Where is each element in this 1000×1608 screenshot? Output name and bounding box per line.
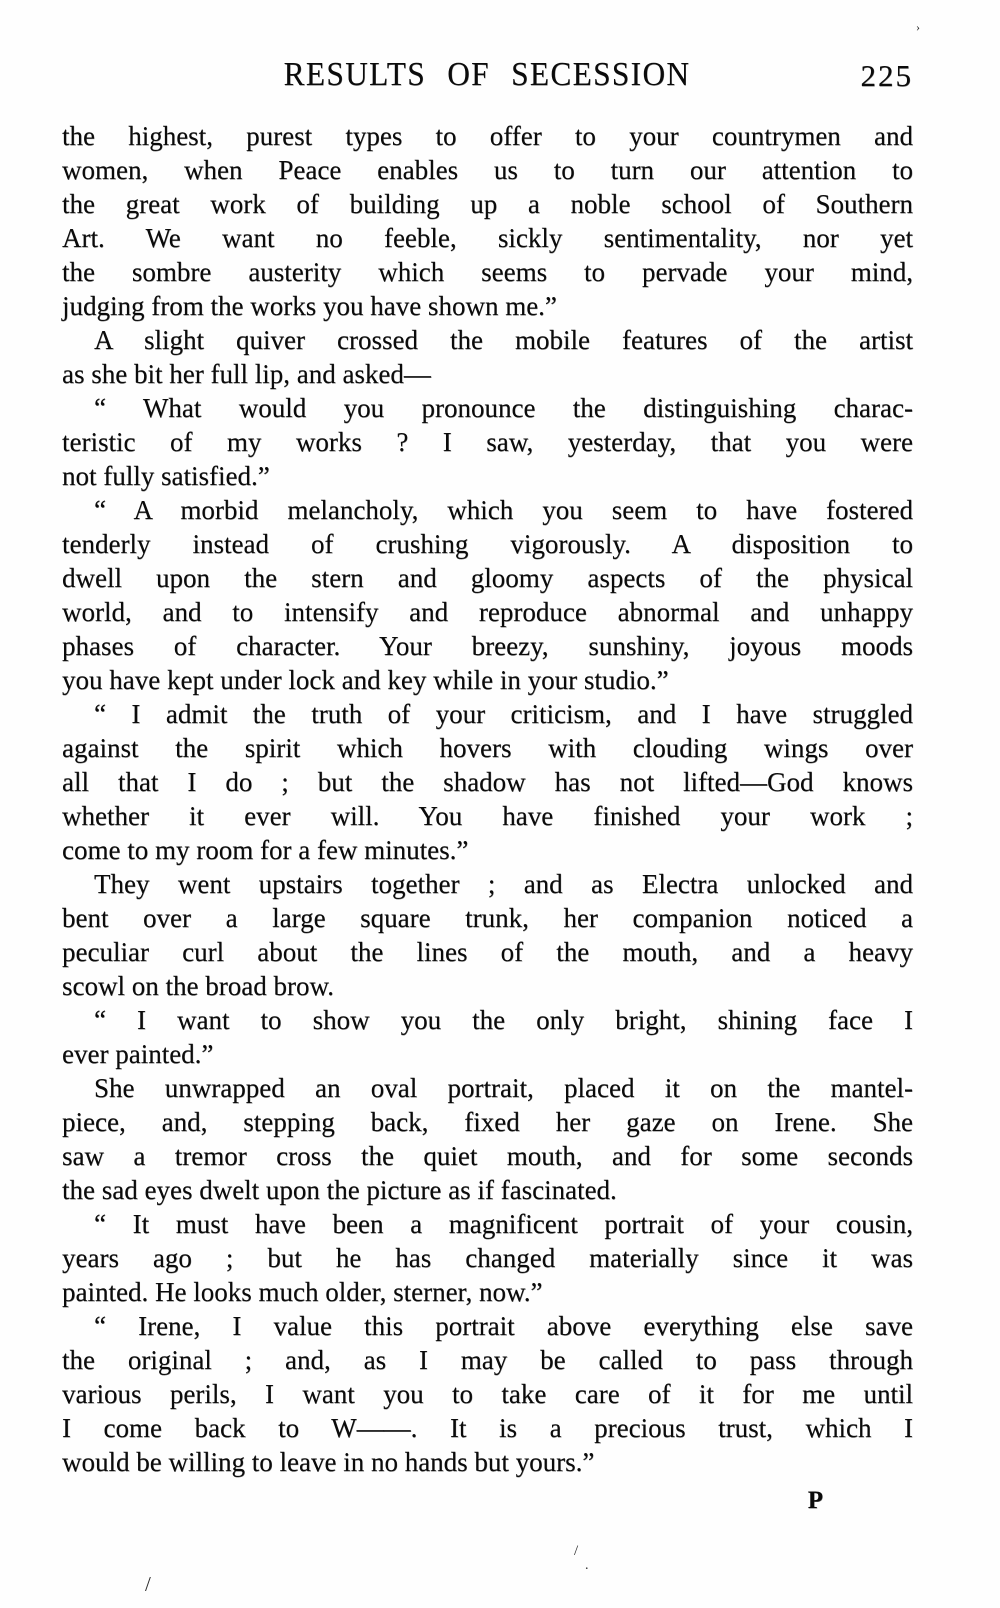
text-line: saw a tremor cross the quiet mouth, and for some seconds (62, 1141, 913, 1171)
text-line: various perils, I want you to take care of it for me until (62, 1379, 913, 1409)
text-line: “ A morbid melancholy, which you seem to have fostered (94, 495, 913, 525)
text-line: world, and to intensify and reproduce abnormal and unhappy (62, 597, 913, 627)
running-header (62, 56, 913, 98)
text-line: not fully satisfied.” (62, 461, 270, 491)
paragraph (62, 1207, 913, 1309)
text-line: as she bit her full lip, and asked— (62, 359, 431, 389)
text-line: all that I do ; but the shadow has not lifted—God knows (62, 767, 913, 797)
text-line: “ It must have been a magnificent portrait of your cousin, (94, 1209, 913, 1239)
scan-artifact: › (916, 20, 920, 34)
text-line: “ I want to show you the only bright, shining face I (94, 1005, 913, 1035)
paragraph (62, 493, 913, 697)
text-line: They went upstairs together ; and as Electra unlocked and (94, 869, 913, 899)
scan-artifact: . (585, 1558, 589, 1573)
text-line: the sombre austerity which seems to pervade your mind, (62, 257, 913, 287)
text-line: tenderly instead of crushing vigorously. A disposition to (62, 529, 913, 559)
scan-artifact: / (574, 1543, 579, 1559)
paragraph (62, 323, 913, 391)
body-text (62, 0, 913, 1479)
text-line: A slight quiver crossed the mobile features of the artist (94, 325, 913, 355)
text-line: “ I admit the truth of your criticism, and I have struggled (94, 699, 913, 729)
text-line: phases of character. Your breezy, sunshiny, joyous moods (62, 631, 913, 661)
text-line: the original ; and, as I may be called to pass through (62, 1345, 913, 1375)
text-line: “ What would you pronounce the distinguishing charac- (94, 393, 913, 423)
text-line: scowl on the broad brow. (62, 971, 334, 1001)
scan-artifact: / (145, 1572, 151, 1596)
text-line: Art. We want no feeble, sickly sentimentality, nor yet (62, 223, 913, 253)
text-line: dwell upon the stern and gloomy aspects of the physical (62, 563, 913, 593)
text-line: She unwrapped an oval portrait, placed it on the mantel- (94, 1073, 913, 1103)
paragraph (62, 119, 913, 323)
text-line: ever painted.” (62, 1039, 214, 1069)
chapter-running-title: RESULTS OF SECESSION (284, 56, 691, 93)
text-line: against the spirit which hovers with clouding wings over (62, 733, 913, 763)
paragraph (62, 867, 913, 1003)
text-line: whether it ever will. You have finished your work ; (62, 801, 913, 831)
text-line: I come back to W——. It is a precious trust, which I (62, 1413, 913, 1443)
page-number: 225 (860, 58, 913, 93)
text-line: the great work of building up a noble school of Southern (62, 189, 913, 219)
text-line: come to my room for a few minutes.” (62, 835, 469, 865)
text-line: the highest, purest types to offer to your countrymen and (62, 121, 913, 151)
text-line: the sad eyes dwelt upon the picture as if fascinated. (62, 1175, 617, 1205)
text-line: peculiar curl about the lines of the mouth, and a heavy (62, 937, 913, 967)
paragraph (62, 1309, 913, 1479)
text-line: piece, and, stepping back, fixed her gaze on Irene. She (62, 1107, 913, 1137)
text-line: “ Irene, I value this portrait above everything else save (94, 1311, 913, 1341)
text-line: years ago ; but he has changed materially since it was (62, 1243, 913, 1273)
printer-signature-mark: P (807, 1487, 823, 1514)
text-line: you have kept under lock and key while in your studio.” (62, 665, 669, 695)
paragraph (62, 1003, 913, 1071)
text-line: painted. He looks much older, sterner, now.” (62, 1277, 543, 1307)
paragraph (62, 697, 913, 867)
text-line: women, when Peace enables us to turn our attention to (62, 155, 913, 185)
paragraph (62, 1071, 913, 1207)
text-line: judging from the works you have shown me.” (62, 291, 557, 321)
text-column (62, 0, 913, 1515)
text-line: would be willing to leave in no hands but yours.” (62, 1447, 595, 1477)
text-line: teristic of my works ? I saw, yesterday, that you were (62, 427, 913, 457)
paragraph (62, 391, 913, 493)
text-line: bent over a large square trunk, her companion noticed a (62, 903, 913, 933)
